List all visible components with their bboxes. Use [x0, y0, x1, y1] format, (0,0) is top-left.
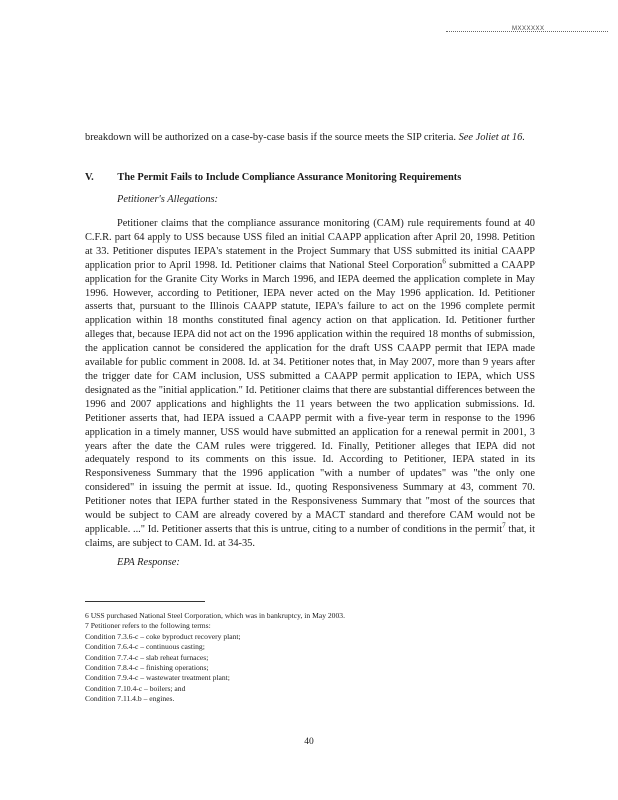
main-paragraph-part3: that, it claims, are subject to CAM. Id. at 34-35. [85, 523, 536, 549]
page-number: 40 [304, 737, 314, 747]
header-mark: MXXXXXX [512, 26, 545, 32]
footnote-line: Condition 7.6.4-c – continuous casting; [85, 642, 205, 652]
footnote-line: Condition 7.3.6-c – coke byproduct recovery plant; [85, 631, 241, 641]
carryover-paragraph [85, 131, 535, 145]
carryover-cite: See Joliet at 16. [458, 132, 525, 143]
section-heading [85, 172, 461, 183]
carryover-text: breakdown will be authorized on a case-by-case basis if the source meets the SIP criteria. [85, 132, 456, 143]
footnote-line: Condition 7.10.4-c – boilers; and [85, 683, 186, 693]
main-paragraph-part1: Petitioner claims that the compliance assurance monitoring (CAM) rule requirements found at 40 C.F.R. part 64 apply to USS because USS filed an initial CAAPP application after April 20, 1998. Petition at 33. Petitioner disputes IEPA's statement in the Project Summary that USS submitted its initial CAAPP application prior to April 1998. Id. Petitioner claims that National Steel Corporation [85, 218, 535, 271]
footnote-line: Condition 7.7.4-c – slab reheat furnaces; [85, 652, 209, 662]
main-paragraph-part2: submitted a CAAPP application for the Granite City Works in March 1996, and IEPA deemed the application complete in May 1996. However, according to Petitioner, IEPA never acted on the May 1996 application. Id. Petitioner asserts that, pursuant to the Illinois CAAPP statute, IEPA's failure to act on the 1996 complete permit application within 18 months constituted final agency action on that application. Id. Petitioner further alleges that, because IEPA did not act on the 1996 application within the required 18 months of submission, the application cannot be considered the application for the draft USS CAAPP permit that IEPA made available for public comment in 2008. Id. at 34. Petitioner notes that, in May 2007, more than 9 years after the trigger date for CAM inclusion, USS submitted a CAAPP permit application to IEPA, which USS designated as the "initial application." Id. Petitioner claims that there are substantial differences between the 1996 and 2007 applications and highlights the 11 years between the two application submissions. Id. Petitioner asserts that, had IEPA issued a CAAPP permit with a five-year term in response to the 1996 application in a timely manner, USS would have submitted an application for a renewal permit in 2001, 3 years after the date the CAM rules were triggered. Id. Finally, Petitioner alleges that IEPA did not adequately respond to its comments on this issue. Id. According to Petitioner, IEPA stated in its Responsiveness Summary that the 1996 application "with a number of updates" was "the only one considered" in issuing the permit at issue. Id., quoting Responsiveness Summary at 43, comment 70. Petitioner notes that IEPA further stated in the Responsiveness Summary that "most of the sources that would be subject to CAM are already covered by a MACT standard and therefore CAM would not be applicable. ..." Id. Petitioner asserts that this is untrue, citing to a number of conditions in the permit [85, 259, 535, 535]
footnote-line: Condition 7.8.4-c – finishing operations; [85, 663, 209, 673]
footnote-line: 7 Petitioner refers to the following terms: [85, 621, 211, 631]
main-paragraph [85, 217, 535, 551]
footnote-6-ref: 6 [442, 257, 446, 266]
subheading-allegations: Petitioner's Allegations: [117, 194, 219, 205]
section-title: The Permit Fails to Include Compliance Assurance Monitoring Requirements [117, 172, 462, 183]
footnote-line: Condition 7.9.4-c – wastewater treatment plant; [85, 673, 230, 683]
footnotes [85, 611, 545, 705]
footnote-line: Condition 7.11.4.b – engines. [85, 694, 175, 704]
footnote-7-ref: 7 [502, 521, 506, 530]
footnote-line: 6 USS purchased National Steel Corporation, which was in bankruptcy, in May 2003. [85, 611, 345, 620]
section-number: V. [85, 172, 94, 183]
subheading-response: EPA Response: [117, 557, 180, 568]
footnote-rule [85, 601, 205, 602]
